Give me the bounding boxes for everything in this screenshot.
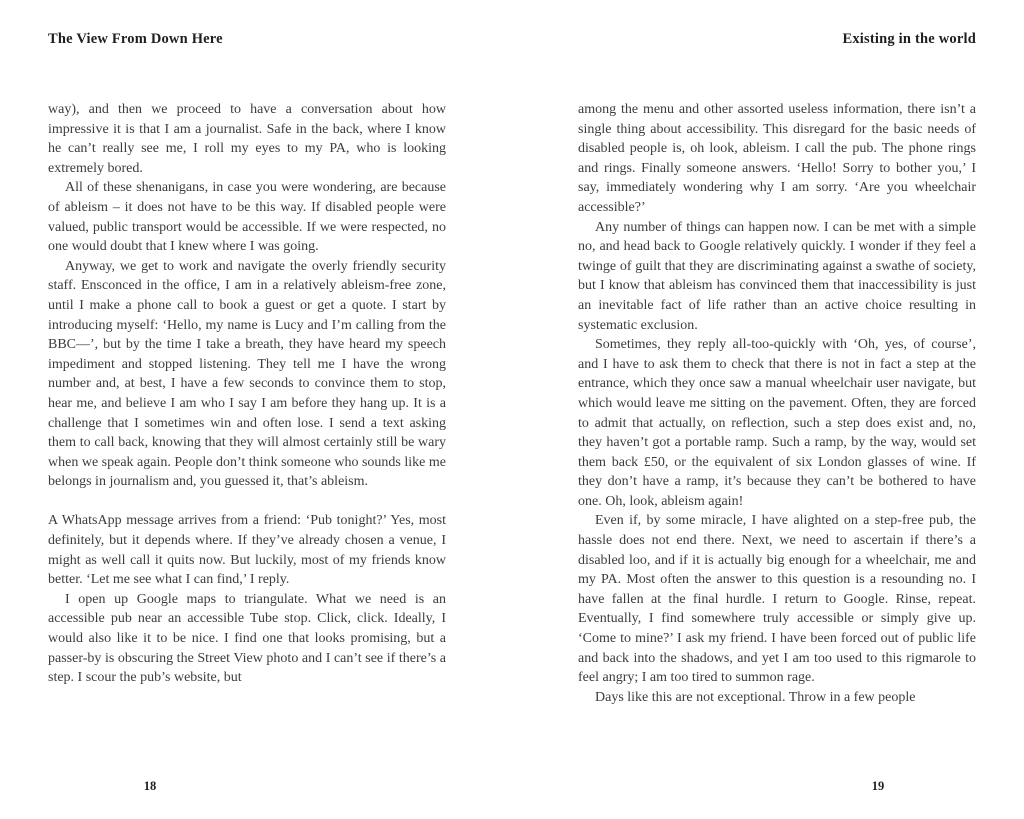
- paragraph: Days like this are not exceptional. Throw in a few people: [595, 689, 916, 705]
- paragraph: way), and then we proceed to have a conversation about how impressive it is that I am a journalist. Safe in the back, where I know he can’t really see me, I roll my eyes to my PA, who is looking extremely bored.: [48, 102, 446, 176]
- paragraph: I open up Google maps to triangulate. What we need is an accessible pub near an accessible Tube stop. Click, click. Ideally, I would also like it to be nice. I find one that looks promising, but a passer-by is obscuring the Street View photo and I can’t see if there’s a step. I scour the pub’s website, but: [48, 591, 446, 686]
- running-header-right: Existing in the world: [842, 31, 976, 47]
- paragraph: All of these shenanigans, in case you were wondering, are because of ableism – it does not have to be this way. If disabled people were valued, public transport would be accessible. If we were respected, no one would doubt that I knew where I was going.: [48, 180, 446, 255]
- paragraph: Any number of things can happen now. I can be met with a simple no, and head back to Google relatively quickly. I wonder if they feel a twinge of guilt that they are discriminating against a swathe of society, but I know that ableism has convinced them that inaccessibility is just an inevitable fact of life rather than an active choice resulting in systematic exclusion.: [578, 219, 976, 333]
- paragraph: Sometimes, they reply all-too-quickly with ‘Oh, yes, of course’, and I have to ask them to check that there is not in fact a step at the entrance, which they once saw a manual wheelchair user navigate, but which would leave me sitting on the pavement. Often, they are forced to admit that actually, on reflection, such a step does exist and, no, they haven’t got a portable ramp. Such a ramp, by the way, would set them back £50, or the equivalent of six London glasses of wine. If they don’t have a ramp, it’s because they can’t be bothered to have one. Oh, look, ableism again!: [578, 337, 976, 509]
- paragraph: among the menu and other assorted useless information, there isn’t a single thing about accessibility. This disregard for the basic needs of disabled people is, oh look, ableism. I call the pub. The phone rings and rings. Finally someone answers. ‘Hello! Sorry to bother you,’ I say, immediately wondering why I am sorry. ‘Are you wheelchair accessible?’: [578, 102, 976, 215]
- paragraph: A WhatsApp message arrives from a friend: ‘Pub tonight?’ Yes, most definitely, but it depends where. If they’ve already chosen a venue, I might as well call it quits now. But luckily, most of my friends know better. ‘Let me see what I can find,’ I reply.: [48, 513, 446, 588]
- paragraph: Even if, by some miracle, I have alighted on a step-free pub, the hassle does not end there. Next, we need to ascertain if there’s a disabled loo, and if it is actually big enough for a wheelchair, me and my PA. Most often the answer to this question is a resounding no. I have fallen at the final hurdle. I return to Google. Rinse, repeat. Eventually, I find somewhere truly accessible or simply give up. ‘Come to mine?’ I ask my friend. I have been forced out of public life and back into the shadows, and yet I am too used to this rigmarole to feel angry; I am too tired to summon rage.: [578, 513, 976, 686]
- page-body-left: [48, 100, 446, 762]
- page-body-right: [578, 100, 976, 762]
- running-header-left: The View From Down Here: [48, 31, 223, 47]
- paragraph: Anyway, we get to work and navigate the overly friendly security staff. Ensconced in the office, I am in a relatively ableism-free zone, until I make a phone call to book a guest or get a quote. I start by introducing myself: ‘Hello, my name is Lucy and I’m calling from the BBC—’, but by the time I take a breath, they have heard my speech impediment and stopped listening. They tell me I have the wrong number and, at best, I have a few seconds to convince them to stop, hear me, and believe I am who I say I am before they hang up. It is a challenge that I sometimes win and often lose. I send a text asking them to call back, knowing that they will almost certainly still be wary when we speak again. People don’t think someone who sounds like me belongs in journalism and, you guessed it, that’s ableism.: [48, 258, 446, 490]
- page-number-left: 18: [143, 779, 157, 793]
- page-number-right: 19: [871, 779, 885, 793]
